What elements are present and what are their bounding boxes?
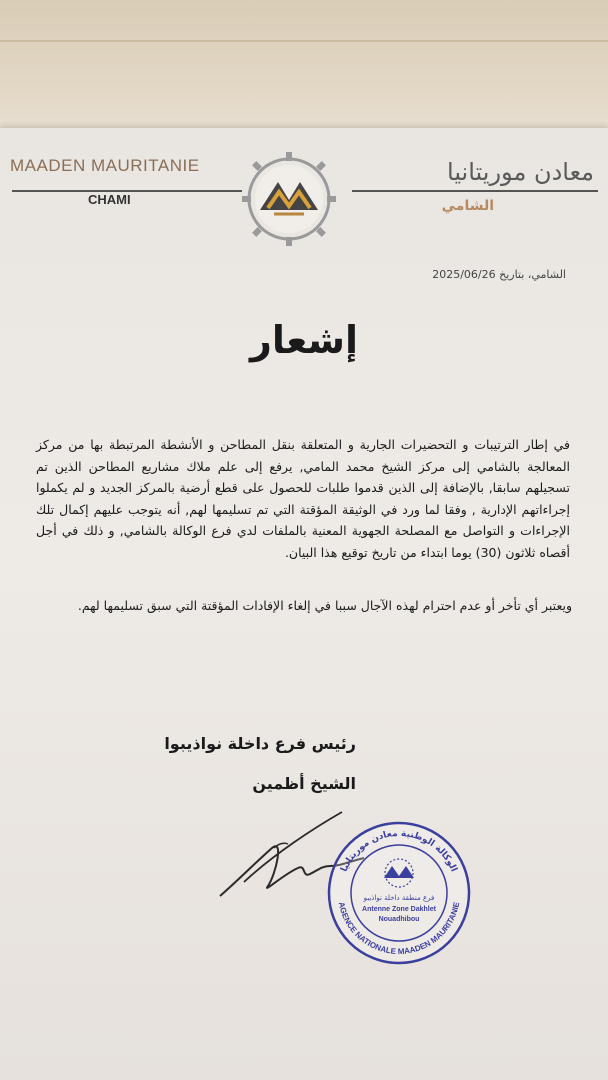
brand-name-arabic: معادن موريتانيا [447,158,594,186]
date-line: الشامي، بتاريخ 2025/06/26 [432,268,566,281]
stamp-outer-latin: AGENCE NATIONALE MAADEN MAURITANIE [336,901,462,957]
header-rule-right [352,190,598,192]
brand-name-latin: MAADEN MAURITANIE [10,156,200,175]
maaden-logo-icon [238,148,340,250]
stamp-inner-arabic: فرع منطقة داخلة نواذيبو [363,894,435,902]
brand-subtitle-latin: CHAMI [88,192,131,207]
notice-closing: ويعتبر أي تأخر أو عدم احترام لهذه الآجال سببا في إلغاء الإفادات المؤقتة التي سبق تسليمها لهم. [77,598,572,613]
brand-subtitle-arabic: الشامي [441,198,494,214]
letterhead-left [10,156,250,176]
stamp-inner-latin-2: Nouadhibou [378,916,420,923]
notice-title: إشعار [250,318,358,362]
document-page [0,128,608,1080]
notice-body: في إطار الترتيبات و التحضيرات الجارية و المتعلقة بنقل المطاحن و الأنشطة المرتبطة بها من مركز المعالجة بالشامي إلى مركز الشيخ محمد المامي, يرفع إلى علم ملاك مشاريع المطاحن الذين تم تسجيلهم سابقا, بالإضافة إلى الذين قدموا طلبات للحصول على قطع أرضية بالمركز الجديد و لم يكملوا إجراءاتهم الإدارية , وفقا لما ورد في الوثيقة المؤقتة التي تم تسليمها لهم, أنه يتوجب عليهم إكمال تلك الإجراءات و التواصل مع المصلحة الجهوية المعنية بالملفات لدي فرع الوكالة بالشامي, و ذلك في أجل أقصاه ثلاثون (30) يوما ابتداء من تاريخ توقيع هذا البيان. [36,437,570,560]
stamp-inner-latin-1: Antenne Zone Dakhlet [362,906,436,913]
stamp-outer-arabic: الوكالة الوطنية معادن موريتانيا [339,828,459,874]
official-stamp [324,818,474,968]
signatory-name: الشيخ أظمين [252,774,356,793]
signatory-title: رئيس فرع داخلة نواذيبوا [164,734,356,753]
